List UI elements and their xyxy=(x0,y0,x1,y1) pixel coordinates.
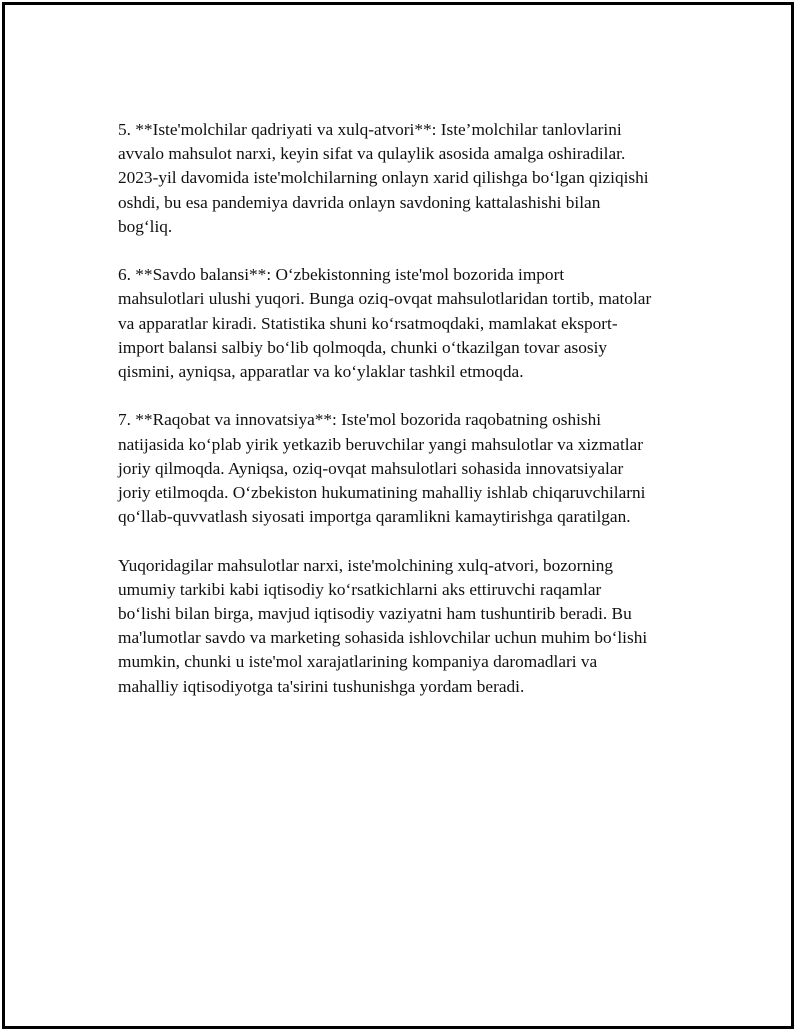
paragraph-competition-innovation: 7. **Raqobat va innovatsiya**: Iste'mol bozorida raqobatning oshishi natijasida ko‘plab yirik yetkazib beruvchilar yangi mahsulotlar va xizmatlar joriy qilmoqda. Ayniqsa, oziq-ovqat mahsulotlari sohasida innovatsiyalar joriy etilmoqda. O‘zbekiston hukumatining mahalliy ishlab chiqaruvchilarni qo‘llab-quvvatlash siyosati importga qaramlikni kamaytirishga qaratilgan. xyxy=(118,410,646,527)
document-body xyxy=(118,118,693,699)
paragraph-consumer-values: 5. **Iste'molchilar qadriyati va xulq-atvori**: Iste’molchilar tanlovlarini avvalo mahsulot narxi, keyin sifat va qulaylik asosida amalga oshiradilar. 2023-yil davomida iste'molchilarning onlayn xarid qilishga bo‘lgan qiziqishi oshdi, bu esa pandemiya davrida onlayn savdoning kattalashishi bilan bog‘liq. xyxy=(118,120,649,236)
paragraph-conclusion: Yuqoridagilar mahsulotlar narxi, iste'molchining xulq-atvori, bozorning umumiy tarkibi kabi iqtisodiy ko‘rsatkichlarni aks ettiruvchi raqamlar bo‘lishi bilan birga, mavjud iqtisodiy vaziyatni ham tushuntirib beradi. Bu ma'lumotlar savdo va marketing sohasida ishlovchilar uchun muhim bo‘lishi mumkin, chunki u iste'mol xarajatlarining kompaniya daromadlari va mahalliy iqtisodiyotga ta'sirini tushunishga yordam beradi. xyxy=(118,555,648,696)
paragraph-trade-balance: 6. **Savdo balansi**: O‘zbekistonning iste'mol bozorida import mahsulotlari ulushi yuqori. Bunga oziq-ovqat mahsulotlaridan tortib, matolar va apparatlar kiradi. Statistika shuni ko‘rsatmoqdaki, mamlakat eksport- import balansi salbiy bo‘lib qolmoqda, chunki o‘tkazilgan tovar asosiy qismini, ayniqsa, apparatlar va ko‘ylaklar tashkil etmoqda. xyxy=(118,265,652,382)
